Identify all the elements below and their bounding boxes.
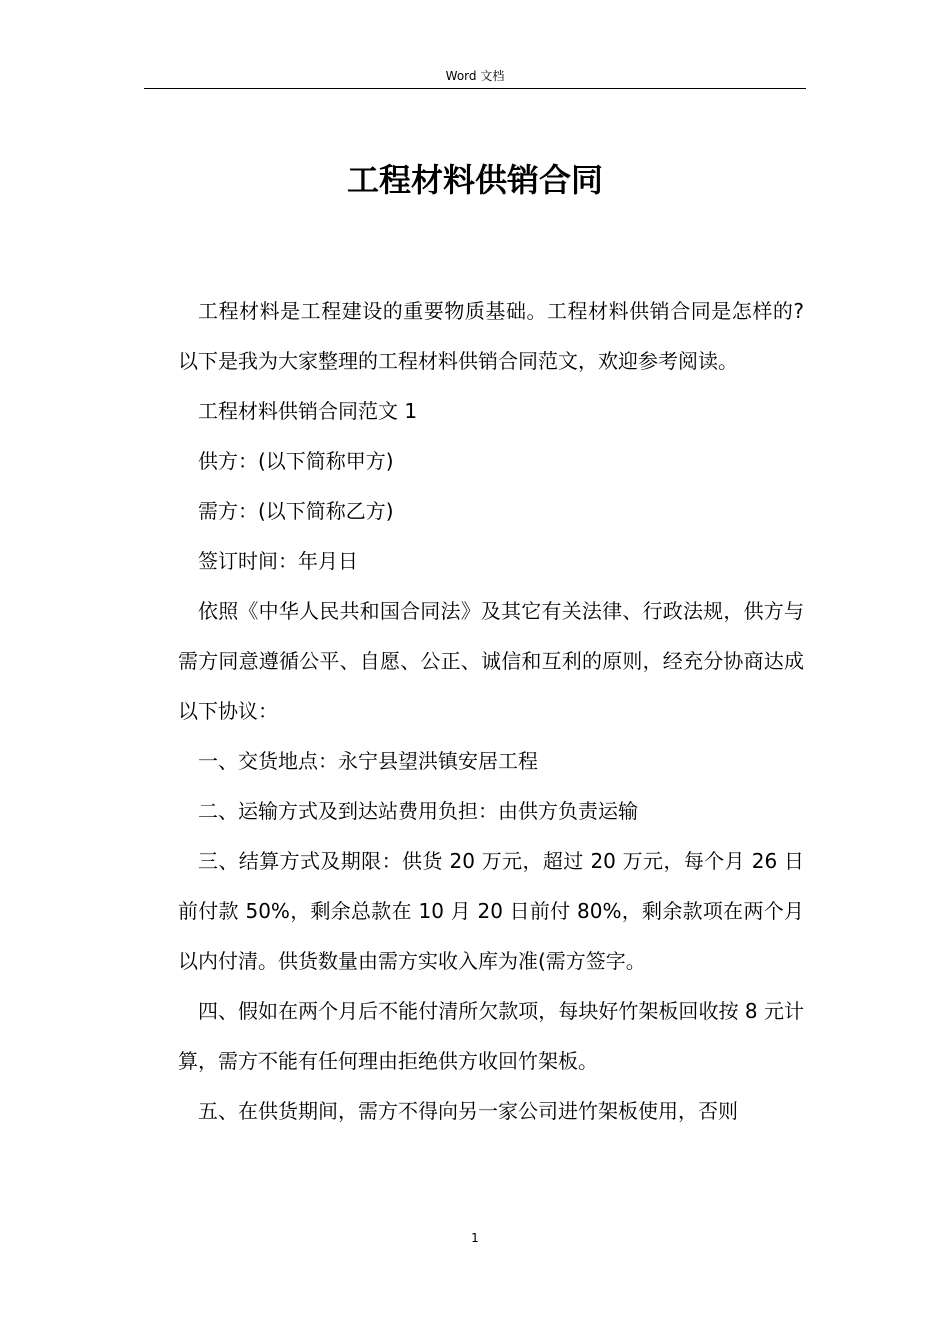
paragraph-intro: 工程材料是工程建设的重要物质基础。工程材料供销合同是怎样的?以下是我为大家整理的工程材料供销合同范文，欢迎参考阅读。 — [178, 299, 804, 373]
paragraph-sign-date: 签订时间：年月日 — [198, 549, 358, 573]
paragraph-sample-heading: 工程材料供销合同范文 1 — [198, 399, 418, 423]
paragraph-buyer: 需方：(以下简称乙方) — [198, 499, 394, 523]
paragraph-clause-3: 三、结算方式及期限：供货 20 万元，超过 20 万元，每个月 26 日前付款 50%，剩余总款在 10 月 20 日前付 80%，剩余款项在两个月以内付清。供货数量由需方实收入库为准(需方签字。 — [178, 849, 804, 973]
page-number: 1 — [471, 1231, 479, 1245]
document-body — [178, 286, 804, 1136]
document-title: 工程材料供销合同 — [346, 161, 603, 199]
paragraph-clause-4: 四、假如在两个月后不能付清所欠款项，每块好竹架板回收按 8 元计算，需方不能有任何理由拒绝供方收回竹架板。 — [178, 999, 804, 1073]
paragraph-clause-1: 一、交货地点：永宁县望洪镇安居工程 — [198, 749, 538, 773]
header-label: Word 文档 — [445, 69, 505, 83]
paragraph-clause-2: 二、运输方式及到达站费用负担：由供方负责运输 — [198, 799, 638, 823]
paragraph-clause-5: 五、在供货期间，需方不得向另一家公司进竹架板使用，否则 — [198, 1099, 738, 1123]
page-header — [144, 66, 806, 89]
paragraph-supplier: 供方：(以下简称甲方) — [198, 449, 394, 473]
paragraph-preamble: 依照《中华人民共和国合同法》及其它有关法律、行政法规，供方与需方同意遵循公平、自愿、公正、诚信和互利的原则，经充分协商达成以下协议： — [178, 599, 804, 723]
